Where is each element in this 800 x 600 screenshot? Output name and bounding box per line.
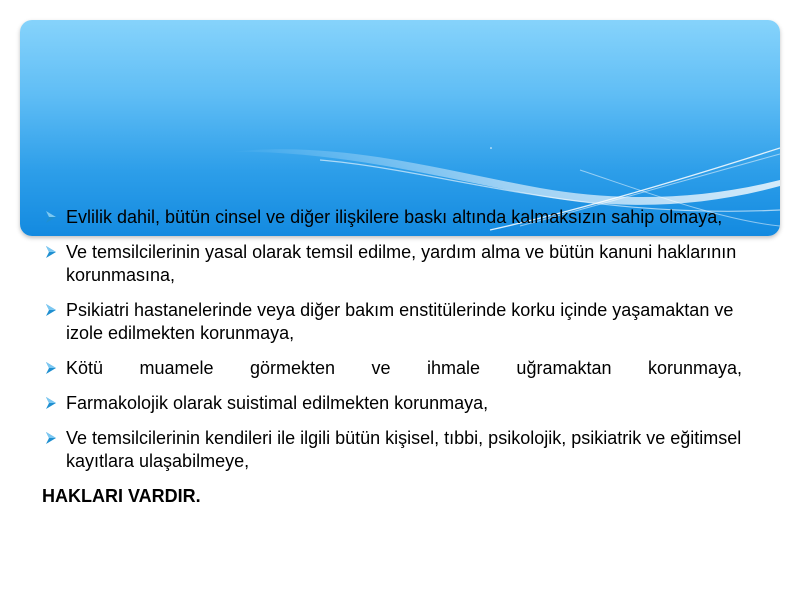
list-item-text: Farmakolojik olarak suistimal edilmekten korunmaya, (66, 393, 489, 413)
bullet-list (42, 206, 742, 508)
closing-statement: HAKLARI VARDIR. (42, 486, 201, 506)
arrow-right-icon (44, 431, 58, 445)
arrow-right-icon (44, 210, 58, 224)
arrow-right-icon (44, 361, 58, 375)
list-item (42, 299, 742, 345)
list-item (42, 357, 742, 380)
list-item (42, 427, 742, 473)
list-item (42, 392, 742, 415)
header-banner (20, 20, 780, 236)
list-item-text: Ve temsilcilerinin yasal olarak temsil edilme, yardım alma ve bütün kanuni haklarının korunmasına, (66, 242, 737, 285)
list-item-text: Ve temsilcilerinin kendileri ile ilgili bütün kişisel, tıbbi, psikolojik, psikiatrik ve eğitimsel kayıtlara ulaşabilmeye, (66, 428, 742, 471)
list-item-text: Kötü muamele görmekten ve ihmale uğramaktan korunmaya, (66, 358, 742, 378)
arrow-right-icon (44, 396, 58, 410)
list-item (42, 206, 742, 229)
list-item-text: Psikiatri hastanelerinde veya diğer bakım enstitülerinde korku içinde yaşamaktan ve izole edilmekten korunmaya, (66, 300, 734, 343)
arrow-right-icon (44, 303, 58, 317)
list-item (42, 241, 742, 287)
list-item-text: Evlilik dahil, bütün cinsel ve diğer ilişkilere baskı altında kalmaksızın sahip olmaya, (66, 207, 723, 227)
arrow-right-icon (44, 245, 58, 259)
decorative-swoosh (20, 20, 780, 236)
